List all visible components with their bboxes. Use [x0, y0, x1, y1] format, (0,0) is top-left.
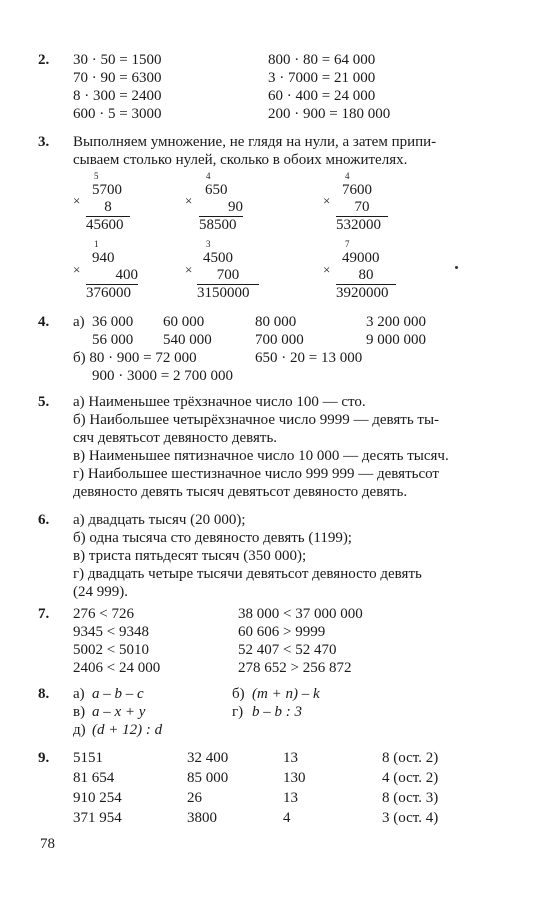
table-cell: 371 954 [73, 810, 122, 826]
comparison: 9345 < 9348 [73, 624, 149, 640]
problem-number: 9. [38, 750, 50, 766]
product: 58500 [199, 217, 237, 233]
problem-number: 5. [38, 394, 50, 410]
product: 3920000 [336, 285, 389, 301]
carry-digit: 7 [345, 239, 350, 249]
comparison: 60 606 > 9999 [238, 624, 326, 640]
comparison: 52 407 < 52 470 [238, 642, 337, 658]
equation: 600 · 5 = 3000 [73, 106, 162, 122]
paragraph-line: Выполняем умножение, не глядя на нули, а затем припи- [73, 134, 437, 150]
expression: b – b : 3 [252, 704, 302, 720]
paragraph-line: г) Наибольшее шестизначное число 999 999 — девятьсот [73, 466, 439, 482]
equation: 60 · 400 = 24 000 [268, 88, 376, 104]
equation: б) 80 · 900 = 72 000 [73, 350, 197, 366]
equation: 200 · 900 = 180 000 [268, 106, 391, 122]
comparison: 5002 < 5010 [73, 642, 149, 658]
product: 532000 [336, 217, 381, 233]
times-sign: × [323, 262, 331, 277]
value: 700 000 [255, 332, 304, 348]
paragraph-line: в) триста пятьдесят тысяч (350 000); [73, 548, 307, 564]
expression: (d + 12) : d [92, 722, 163, 738]
comparison: 2406 < 24 000 [73, 660, 161, 676]
paragraph-line: а) двадцать тысяч (20 000); [73, 512, 246, 528]
item-label: г) [232, 704, 244, 720]
table-cell: 81 654 [73, 770, 115, 786]
item-label: а) [73, 314, 85, 330]
value: 60 000 [163, 314, 205, 330]
equation: 900 · 3000 = 2 700 000 [92, 368, 233, 384]
multiplier: 400 [86, 267, 138, 285]
table-cell: 32 400 [187, 750, 229, 766]
multiplicand: 4500 [203, 250, 233, 266]
problem-number: 4. [38, 314, 50, 330]
comparison: 278 652 > 256 872 [238, 660, 352, 676]
expression: a – x + y [92, 704, 146, 720]
times-sign: × [73, 262, 81, 277]
expression: (m + n) – k [252, 686, 320, 702]
paragraph-line: б) Наибольшее четырёхзначное число 9999 — девять ты- [73, 412, 440, 428]
times-sign: × [73, 193, 81, 208]
table-cell: 8 (ост. 3) [382, 790, 439, 806]
problem-number: 8. [38, 686, 50, 702]
table-cell: 130 [283, 770, 306, 786]
paragraph-line: а) Наименьшее трёхзначное число 100 — сто. [73, 394, 366, 410]
table-cell: 910 254 [73, 790, 122, 806]
item-label: в) [73, 704, 86, 720]
carry-digit: 3 [206, 239, 211, 249]
value: 56 000 [92, 332, 134, 348]
times-sign: × [185, 193, 193, 208]
table-cell: 4 [283, 810, 291, 826]
paragraph-line: г) двадцать четыре тысячи девятьсот девяносто девять [73, 566, 422, 582]
multiplier: 8 [86, 199, 130, 217]
paragraph-line: девяносто девять тысяч девятьсот девяносто девять. [73, 484, 408, 500]
multiplier: 70 [336, 199, 388, 217]
product: 376000 [86, 285, 131, 301]
multiplier: 80 [336, 267, 396, 285]
equation: 30 · 50 = 1500 [73, 52, 162, 68]
equation: 650 · 20 = 13 000 [255, 350, 363, 366]
problem-number: 3. [38, 134, 50, 150]
table-cell: 3 (ост. 4) [382, 810, 439, 826]
item-label: б) [232, 686, 245, 702]
times-sign: × [323, 193, 331, 208]
paragraph-line: (24 999). [73, 584, 128, 600]
product: 3150000 [197, 285, 250, 301]
multiplicand: 7600 [342, 182, 372, 198]
page-number: 78 [40, 836, 55, 852]
equation: 8 · 300 = 2400 [73, 88, 162, 104]
value: 80 000 [255, 314, 297, 330]
table-cell: 85 000 [187, 770, 229, 786]
times-sign: × [185, 262, 193, 277]
item-label: д) [73, 722, 86, 738]
multiplicand: 49000 [342, 250, 380, 266]
carry-digit: 5 [94, 171, 99, 181]
value: 540 000 [163, 332, 212, 348]
paragraph-line: сываем столько нулей, сколько в обоих множителях. [73, 152, 408, 168]
table-cell: 5151 [73, 750, 103, 766]
expression: a – b – c [92, 686, 144, 702]
problem-number: 7. [38, 606, 50, 622]
multiplier: 90 [199, 199, 243, 217]
table-cell: 8 (ост. 2) [382, 750, 439, 766]
problem-number: 6. [38, 512, 50, 528]
table-cell: 13 [283, 790, 298, 806]
table-cell: 26 [187, 790, 202, 806]
paragraph-line: в) Наименьшее пятизначное число 10 000 — десять тысяч. [73, 448, 449, 464]
multiplicand: 650 [205, 182, 228, 198]
carry-digit: 4 [345, 171, 350, 181]
comparison: 276 < 726 [73, 606, 134, 622]
multiplicand: 940 [92, 250, 115, 266]
multiplier: 700 [197, 267, 259, 285]
comparison: 38 000 < 37 000 000 [238, 606, 363, 622]
carry-digit: 4 [206, 171, 211, 181]
equation: 800 · 80 = 64 000 [268, 52, 376, 68]
product: 45600 [86, 217, 124, 233]
paragraph-line: сяч девятьсот девяносто девять. [73, 430, 278, 446]
value: 3 200 000 [366, 314, 426, 330]
equation: 70 · 90 = 6300 [73, 70, 162, 86]
problem-number: 2. [38, 52, 50, 68]
table-cell: 4 (ост. 2) [382, 770, 439, 786]
table-cell: 3800 [187, 810, 217, 826]
equation: 3 · 7000 = 21 000 [268, 70, 376, 86]
item-label: а) [73, 686, 85, 702]
carry-digit: 1 [94, 239, 99, 249]
table-cell: 13 [283, 750, 298, 766]
value: 36 000 [92, 314, 134, 330]
paragraph-line: б) одна тысяча сто девяносто девять (1199); [73, 530, 352, 546]
multiplicand: 5700 [92, 182, 122, 198]
stray-mark [455, 266, 458, 269]
value: 9 000 000 [366, 332, 426, 348]
